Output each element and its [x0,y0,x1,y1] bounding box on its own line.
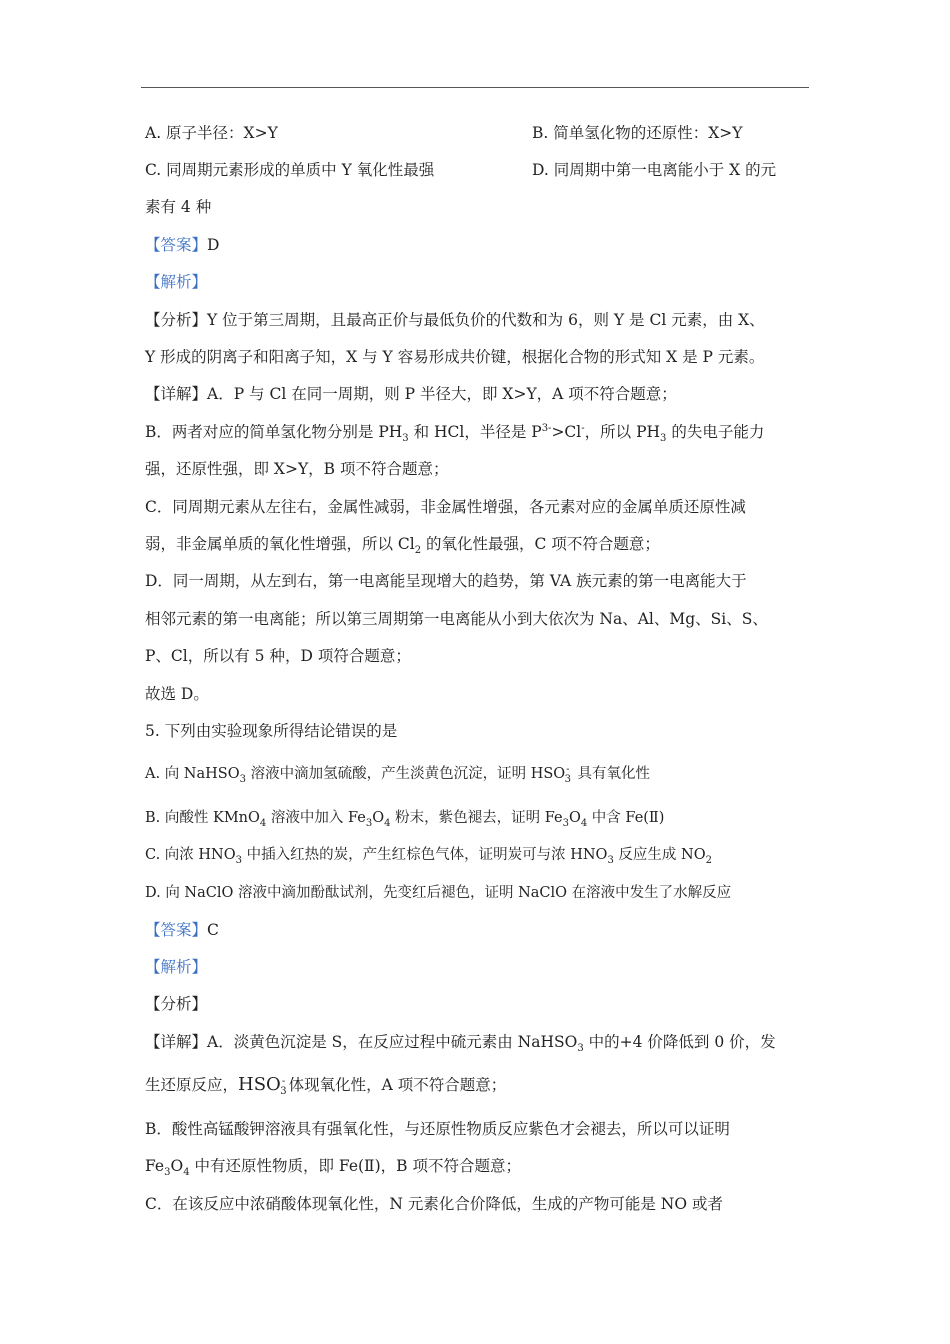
q5-stem: 5. 下列由实验现象所得结论错误的是 [145,722,398,740]
subscript: 3 [239,773,246,785]
text: 和 HCl，半径是 P [408,423,542,441]
text: A. 向 NaHSO [145,766,240,782]
q5-answer [145,919,219,941]
subscript: 3 [564,774,571,785]
q4-option-d: D. 同周期中第一电离能小于 X 的元 [532,161,777,179]
q5-jiexi-tag: 【解析】 [145,958,208,976]
q4-detail-a: 【详解】A．P 与 Cl 在同一周期，则 P 半径大，即 X>Y，A 项不符合题意； [145,385,677,403]
text: O [170,1157,184,1175]
q4-option-c: C. 同周期元素形成的单质中 Y 氧化性最强 [145,161,435,179]
superscript: - [281,1076,286,1087]
text: 溶液中滴加氢硫酸，产生淡黄色沉淀，证明 HSO [245,766,566,782]
subscript: 3 [365,817,373,829]
q5-option-b [145,807,664,829]
q4-conclusion: 故选 D。 [145,685,209,703]
text: O [568,810,581,826]
text: 溶液中加入 Fe [266,810,366,826]
text: 的失电子能力 [666,423,765,441]
subscript: 4 [183,1167,190,1179]
q4-jiexi-tag: 【解析】 [145,273,208,291]
ion-charge [281,1074,287,1096]
subscript: 3 [235,854,242,866]
q4-fenxi-line2: Y 形成的阴离子和阳离子知，X 与 Y 容易形成共价键，根据化合物的形式知 X 是 P 元素。 [145,348,765,366]
subscript: 4 [384,817,391,829]
text: 中有还原性物质，即 Fe(Ⅱ)，B 项不符合题意； [189,1157,521,1175]
text: 具有氧化性 [572,766,651,782]
q4-detail-d-line1: D．同一周期，从左到右，第一电离能呈现增大的趋势，第 VA 族元素的第一电离能大于 [145,572,747,590]
q5-detail-a-line1 [145,1031,776,1053]
superscript: 3- [541,422,552,434]
text: ，所以 PH [584,423,661,441]
text: 反应生成 NO [613,847,706,863]
answer-value: C [207,921,219,939]
header-rule [141,87,809,88]
subscript: 2 [705,854,712,866]
q5-option-d: D. 向 NaClO 溶液中滴加酚酞试剂，先变红后褪色，证明 NaClO 在溶液中发生了水解反应 [145,885,732,901]
text: 体现氧化性，A 项不符合题意； [288,1076,507,1094]
text: Fe [145,1157,165,1175]
q5-option-c [145,844,712,866]
text: 【详解】A．淡黄色沉淀是 S，在反应过程中硫元素由 NaHSO [145,1033,578,1051]
text: 粉末，紫色褪去，证明 Fe [390,810,563,826]
subscript: 3 [402,433,409,445]
q4-fenxi-line1: 【分析】Y 位于第三周期，且最高正价与最低负价的代数和为 6，则 Y 是 Cl 元素，由 X、 [145,311,765,329]
text: 中含 Fe(Ⅱ) [587,810,665,826]
subscript: 3 [164,1167,171,1179]
q4-detail-c-line1: C．同周期元素从左往右，金属性减弱，非金属性增强，各元素对应的金属单质还原性减 [145,498,746,516]
superscript: - [581,422,585,434]
q5-fenxi-tag: 【分析】 [145,995,208,1013]
ion-charge [565,763,571,785]
text: B．两者对应的简单氢化物分别是 PH [145,423,403,441]
q4-detail-d-line3: P、Cl，所以有 5 种，D 项符合题意； [145,647,411,665]
answer-value: D [207,236,220,254]
text: C. 向浓 HNO [145,847,236,863]
subscript: 4 [259,817,267,829]
q4-detail-b-line2: 强，还原性强，即 X>Y，B 项不符合题意； [145,460,449,478]
q5-detail-b-line1: B．酸性高锰酸钾溶液具有强氧化性，与还原性物质反应紫色才会褪去，所以可以证明 [145,1120,730,1138]
answer-tag: 【答案】 [145,236,208,254]
text: O [372,810,385,826]
q4-option-b: B. 简单氢化物的还原性：X>Y [532,124,743,142]
subscript: 3 [280,1086,287,1097]
ion-formula: HSO [238,1074,281,1095]
subscript: 3 [607,854,614,866]
subscript: 3 [562,817,569,829]
subscript: 4 [580,817,588,829]
text: 的氧化性最强，C 项不符合题意； [421,535,660,553]
text: 弱，非金属单质的氧化性增强，所以 Cl [145,535,415,553]
superscript: - [566,764,570,775]
q4-detail-b-line1 [145,421,764,443]
q5-detail-b-line2 [145,1155,521,1177]
q4-detail-c-line2 [145,533,660,555]
q4-option-d-cont: 素有 4 种 [145,198,212,216]
text: B. 向酸性 KMnO [145,810,260,826]
q4-answer [145,234,219,256]
answer-tag: 【答案】 [145,921,208,939]
subscript: 2 [414,545,422,557]
q4-detail-d-line2: 相邻元素的第一电离能；所以第三周期第一电离能从小到大依次为 Na、Al、Mg、Si、S、 [145,610,768,628]
subscript: 3 [660,433,667,445]
q4-option-a: A. 原子半径：X>Y [145,124,278,142]
q5-detail-a-line2 [145,1074,506,1096]
text: 中插入红热的炭，产生红棕色气体，证明炭可与浓 HNO [242,847,608,863]
q5-detail-c-line1: C．在该反应中浓硝酸体现氧化性，N 元素化合价降低，生成的产物可能是 NO 或者 [145,1195,723,1213]
q5-option-a [145,763,650,785]
text: 中的+4 价降低到 0 价，发 [583,1033,776,1051]
text: 生还原反应， [145,1076,239,1094]
text: >Cl [551,423,582,441]
subscript: 3 [577,1043,584,1055]
